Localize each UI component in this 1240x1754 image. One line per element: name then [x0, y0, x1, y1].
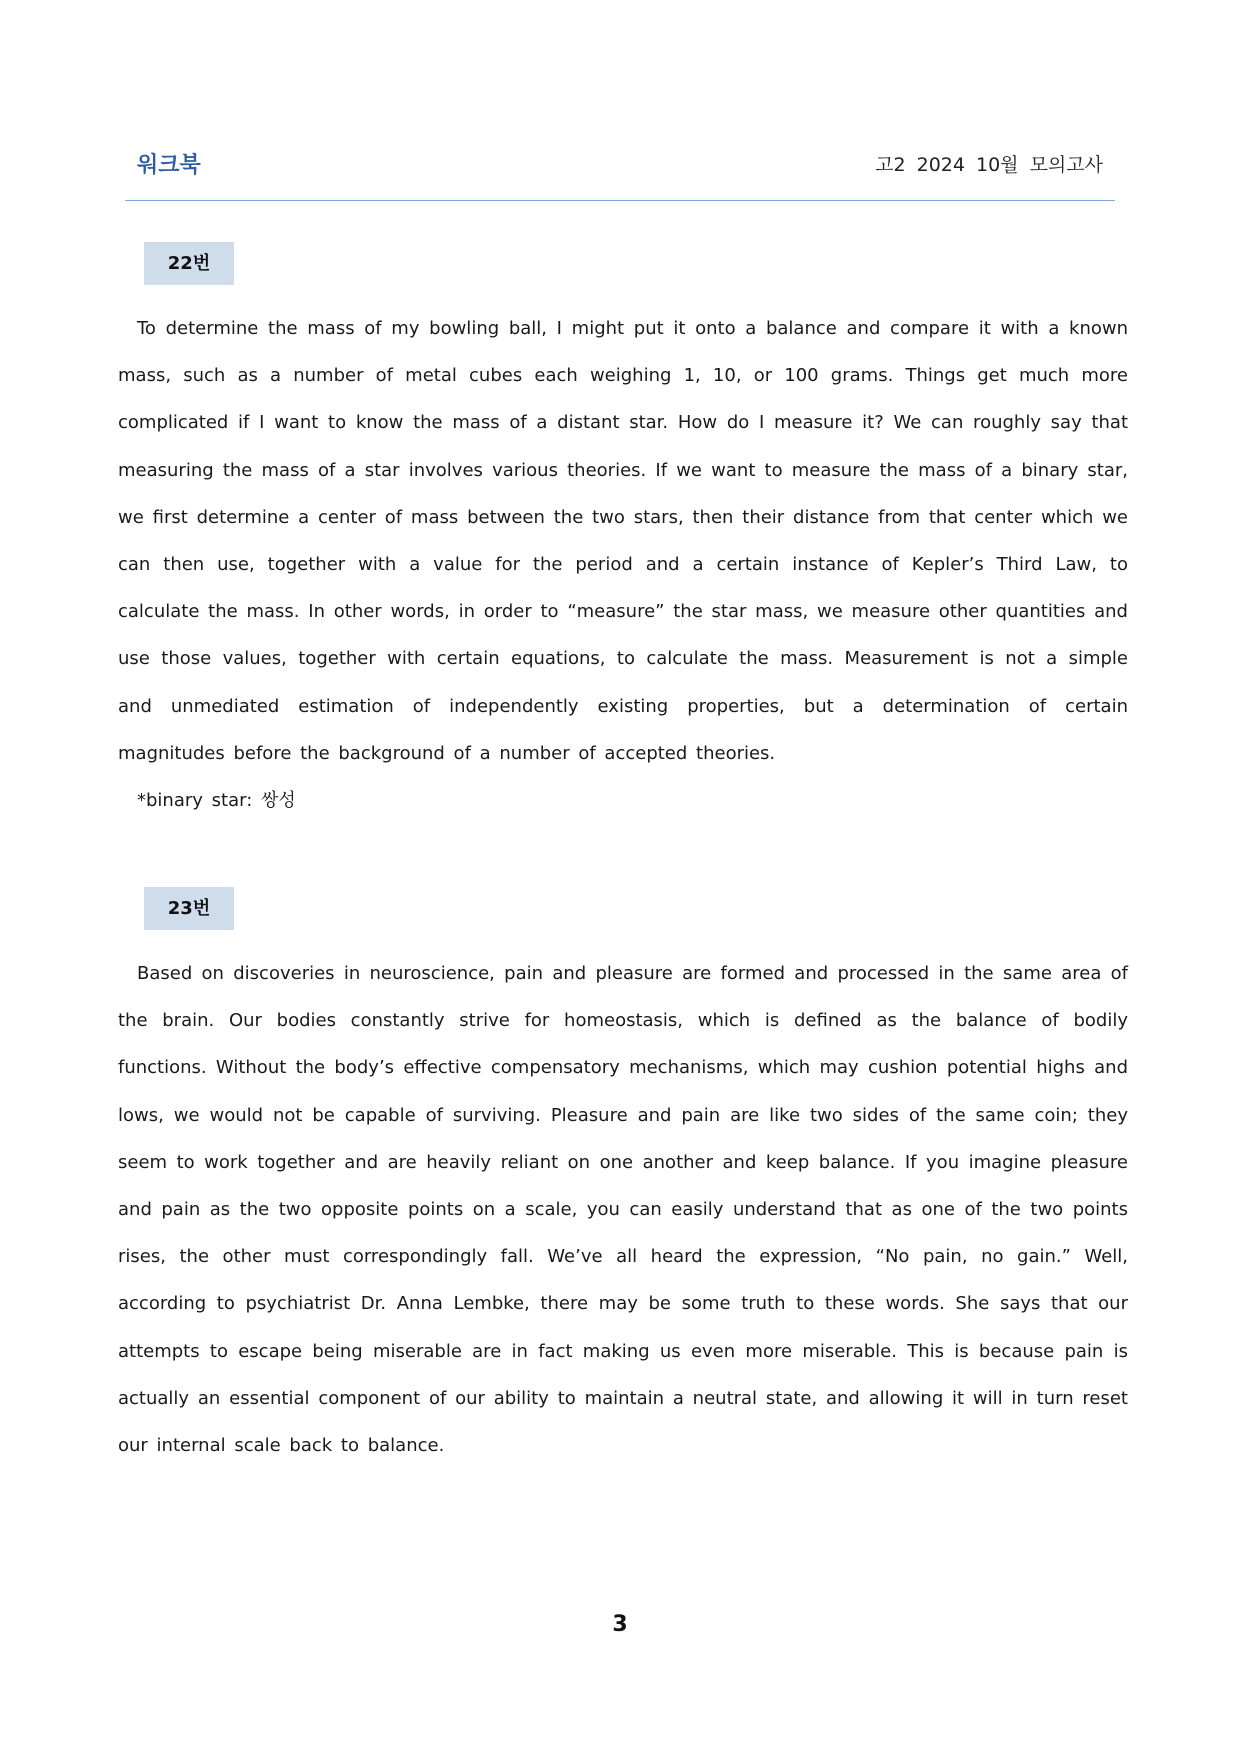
question-23-label: 23번	[144, 887, 234, 930]
question-22-footnote: *binary star: 쌍성	[137, 790, 296, 812]
question-23-section	[118, 887, 1128, 1469]
page-number: 3	[612, 1612, 628, 1637]
question-22-passage: To determine the mass of my bowling ball, I might put it onto a balance and compare it with a known mass, such as a number of metal cubes each weighing 1, 10, or 100 grams. Things get much more complicated if I want to know the mass of a distant star. How do I measure it? We can roughly say that measuring the mass of a star involves various theories. If we want to measure the mass of a binary star, we first determine a center of mass between the two stars, then their distance from that center which we can then use, together with a value for the period and a certain instance of Kepler’s Third Law, to calculate the mass. In other words, in order to “measure” the star mass, we measure other quantities and use those values, together with certain equations, to calculate the mass. Measurement is not a simple and unmediated estimation of independently existing properties, but a determination of certain magnitudes before the background of a number of accepted theories.	[118, 318, 1128, 764]
question-22-section	[118, 242, 1128, 824]
question-22-label: 22번	[144, 242, 234, 285]
page-header	[125, 140, 1115, 201]
exam-title: 고2 2024 10월 모의고사	[875, 154, 1103, 176]
workbook-title: 워크북	[137, 153, 201, 178]
question-23-passage: Based on discoveries in neuroscience, pain and pleasure are formed and processed in the same area of the brain. Our bodies constantly strive for homeostasis, which is defined as the balance of bodily functions. Without the body’s effective compensatory mechanisms, which may cushion potential highs and lows, we would not be capable of surviving. Pleasure and pain are like two sides of the same coin; they seem to work together and are heavily reliant on one another and keep balance. If you imagine pleasure and pain as the two opposite points on a scale, you can easily understand that as one of the two points rises, the other must correspondingly fall. We’ve all heard the expression, “No pain, no gain.” Well, according to psychiatrist Dr. Anna Lembke, there may be some truth to these words. She says that our attempts to escape being miserable are in fact making us even more miserable. This is because pain is actually an essential component of our ability to maintain a neutral state, and allowing it will in turn reset our internal scale back to balance.	[118, 963, 1128, 1457]
